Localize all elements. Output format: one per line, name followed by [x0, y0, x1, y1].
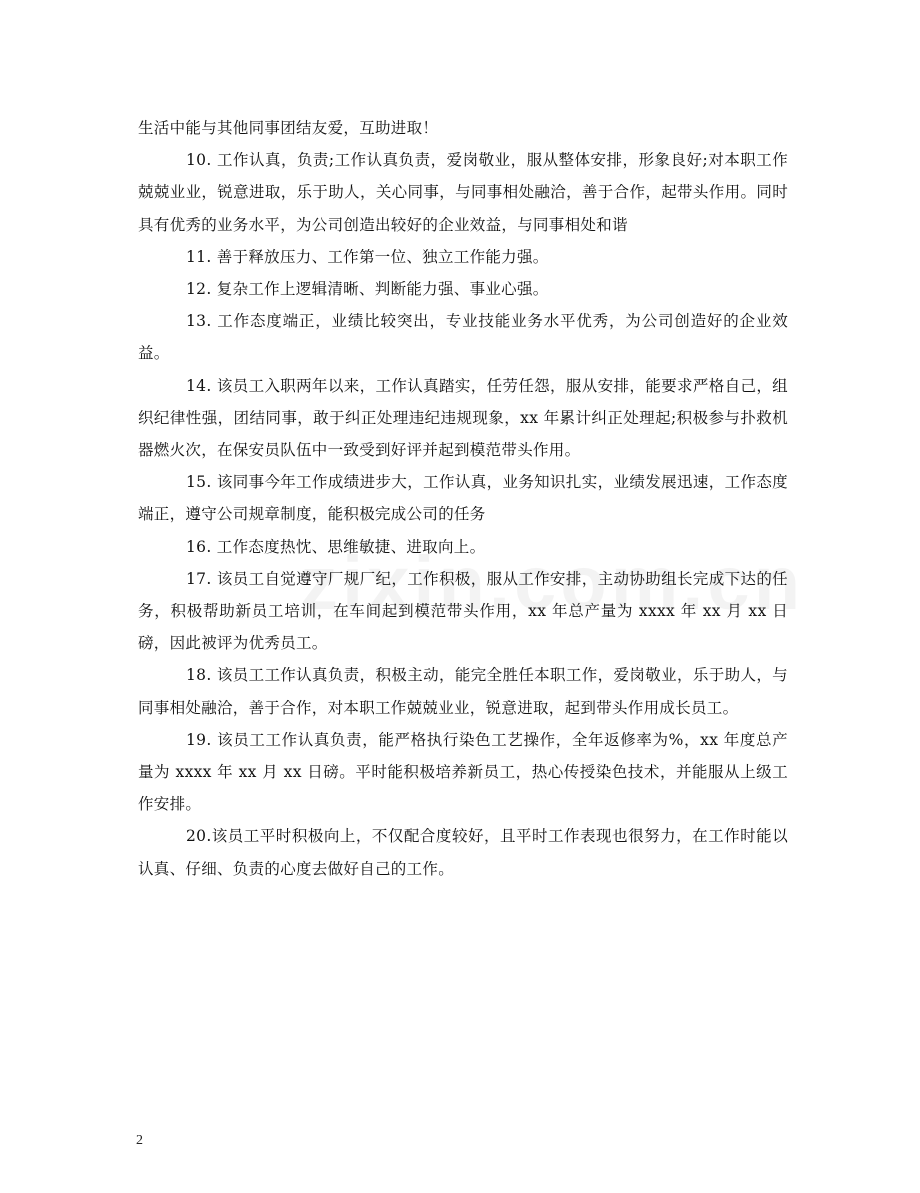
- paragraph: 13. 工作态度端正，业绩比较突出，专业技能业务水平优秀，为公司创造好的企业效益。: [138, 312, 788, 363]
- paragraph: 生活中能与其他同事团结友爱，互助进取！: [138, 119, 439, 137]
- paragraph: 16. 工作态度热忱、思维敏捷、进取向上。: [186, 537, 486, 556]
- paragraph: 20.该员工平时积极向上，不仅配合度较好，且平时工作表现也很努力，在工作时能以认真、仔细、负责的心度去做好自己的工作。: [138, 827, 788, 878]
- paragraph: 18. 该员工工作认真负责，积极主动，能完全胜任本职工作，爱岗敬业，乐于助人，与同事相处融洽，善于合作，对本职工作兢兢业业，锐意进取，起到带头作用成长员工。: [138, 666, 788, 717]
- paragraph: 14. 该员工入职两年以来，工作认真踏实，任劳任怨，服从安排，能要求严格自己，组织纪律性强，团结同事，敢于纠正处理违纪违规现象，xx 年累计纠正处理起;积极参与扑救机器燃火次，在保安员队伍中一致受到好评并起到模范带头作用。: [138, 376, 788, 460]
- page-number: 2: [136, 1133, 143, 1148]
- paragraph: 17. 该员工自觉遵守厂规厂纪，工作积极，服从工作安排，主动协助组长完成下达的任务，积极帮助新员工培训，在车间起到模范带头作用，xx 年总产量为 xxxx 年 xx 月 xx 日磅，因此被评为优秀员工。: [138, 569, 788, 653]
- paragraph: 11. 善于释放压力、工作第一位、独立工作能力强。: [186, 247, 549, 266]
- paragraph: 10. 工作认真，负责;工作认真负责，爱岗敬业，服从整体安排，形象良好;对本职工作兢兢业业，锐意进取，乐于助人，关心同事，与同事相处融洽，善于合作，起带头作用。同时具有优秀的业务水平，为公司创造出较好的企业效益，与同事相处和谐: [138, 151, 788, 234]
- document-body: [138, 112, 788, 885]
- paragraph: 15. 该同事今年工作成绩进步大，工作认真，业务知识扎实，业绩发展迅速，工作态度端正，遵守公司规章制度，能积极完成公司的任务: [138, 473, 788, 524]
- paragraph: 12. 复杂工作上逻辑清晰、判断能力强、事业心强。: [186, 280, 549, 299]
- paragraph: 19. 该员工工作认真负责，能严格执行染色工艺操作，全年返修率为%，xx 年度总产量为 xxxx 年 xx 月 xx 日磅。平时能积极培养新员工，热心传授染色技术，并能服从上级工作安排。: [138, 730, 788, 814]
